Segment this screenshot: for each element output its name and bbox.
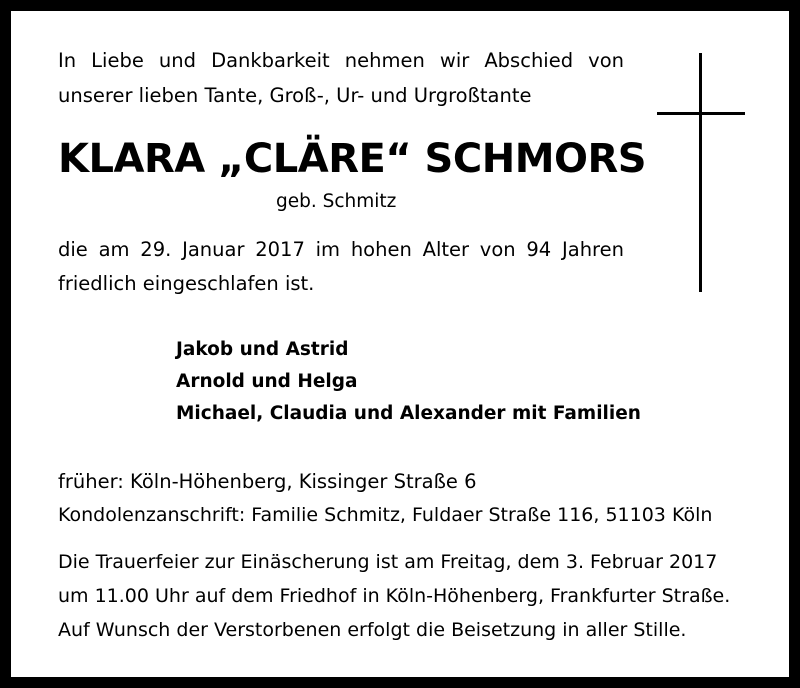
- mourner-3: Michael, Claudia und Alexander mit Familien: [176, 403, 641, 424]
- condolence-address: Kondolenzanschrift: Familie Schmitz, Fuldaer Straße 116, 51103 Köln: [58, 504, 713, 526]
- mourner-2: Arnold und Helga: [176, 371, 358, 392]
- ceremony-line-2: um 11.00 Uhr auf dem Friedhof in Köln-Höhenberg, Frankfurter Straße.: [58, 585, 731, 607]
- death-line-1: die am 29. Januar 2017 im hohen Alter von 94 Jahren: [58, 238, 624, 261]
- death-line-2: friedlich eingeschlafen ist.: [58, 272, 315, 295]
- ceremony-line-3: Auf Wunsch der Verstorbenen erfolgt die Beisetzung in aller Stille.: [58, 619, 687, 641]
- cross-horizontal-bar: [657, 112, 745, 115]
- maiden-name: geb. Schmitz: [276, 191, 397, 212]
- deceased-name: KLARA „CLÄRE“ SCHMORS: [58, 136, 647, 182]
- former-address: früher: Köln-Höhenberg, Kissinger Straße 6: [58, 470, 477, 493]
- intro-line-2: unserer lieben Tante, Groß-, Ur- und Urgroßtante: [58, 84, 532, 107]
- cross-vertical-bar: [699, 53, 702, 292]
- mourner-1: Jakob und Astrid: [176, 339, 349, 360]
- ceremony-line-1: Die Trauerfeier zur Einäscherung ist am Freitag, dem 3. Februar 2017: [58, 551, 718, 573]
- intro-line-1: In Liebe und Dankbarkeit nehmen wir Abschied von: [58, 49, 624, 72]
